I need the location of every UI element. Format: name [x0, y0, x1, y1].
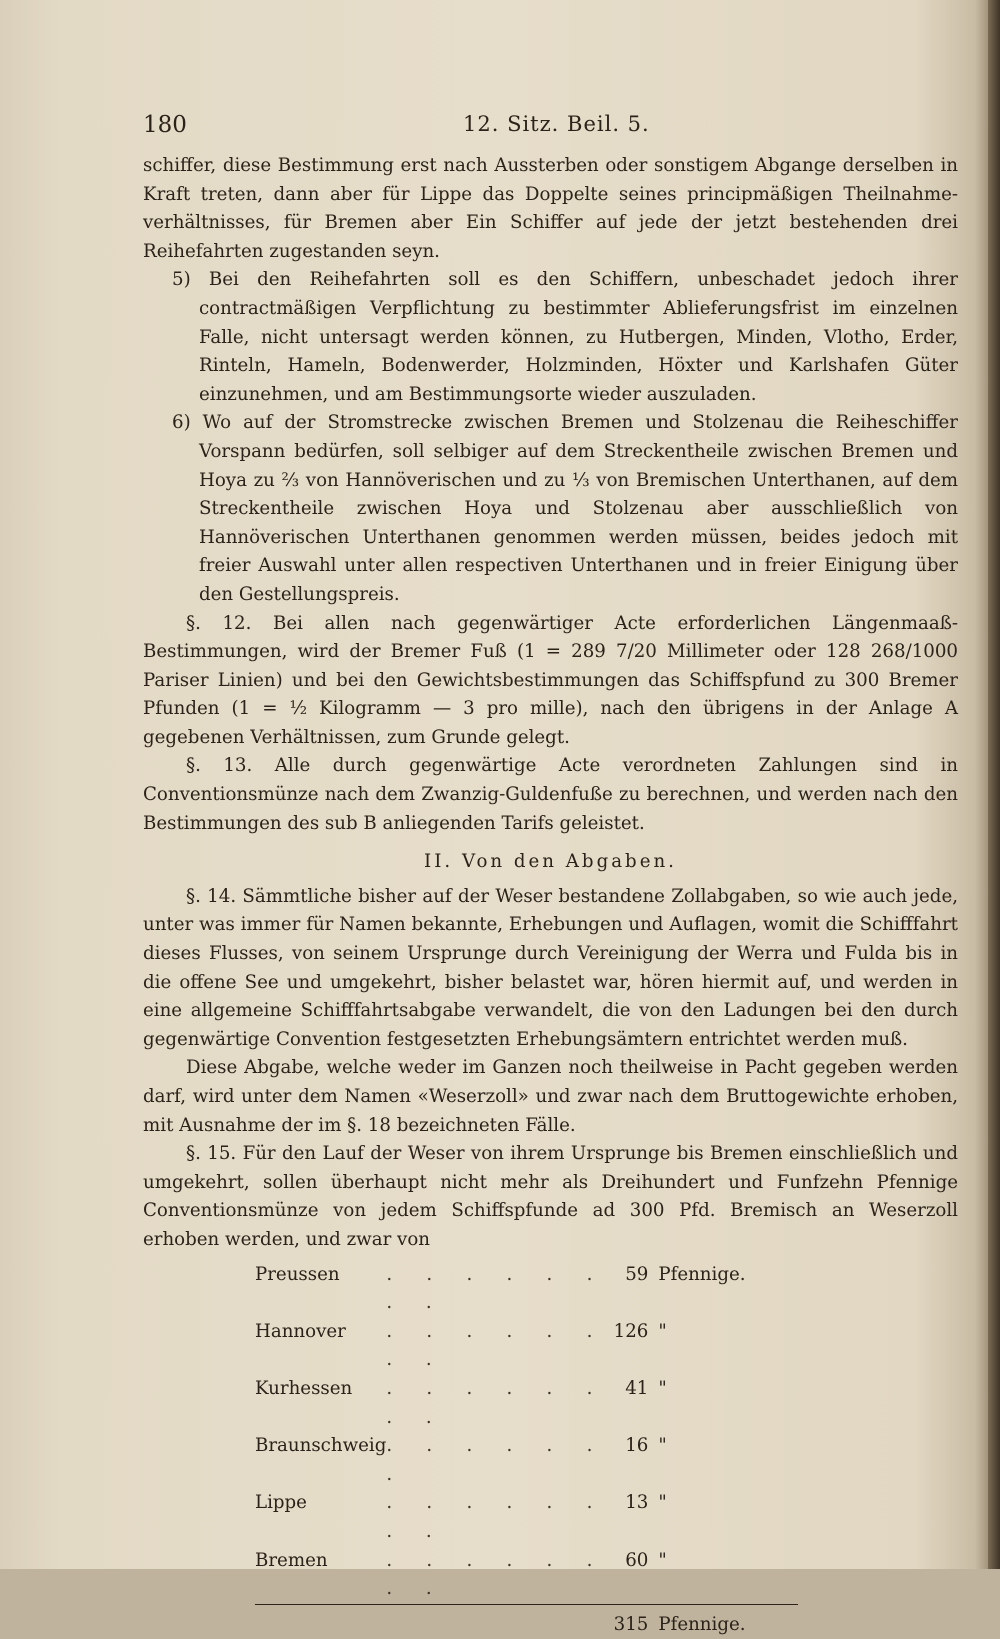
state-name: Kurhessen	[255, 1377, 353, 1399]
amount: 60	[625, 1549, 649, 1571]
table-row	[255, 1547, 798, 1605]
leader-dots: . . . . . . . .	[386, 1320, 607, 1371]
state-name: Bremen	[255, 1549, 328, 1571]
amount: 13	[625, 1492, 649, 1514]
total-amount: 315	[606, 1604, 658, 1639]
unit: "	[658, 1435, 667, 1457]
section-13: §. 13. Alle durch gegenwärtige Acte verordneten Zahlungen sind in Conventionsmünze nach dem Zwanzig-Guldenfuße zu berechnen, und werden nach den Bestimmungen des sub B anliegenden Tarifs geleistet.	[143, 755, 958, 834]
leader-dots: . . . . . . . .	[386, 1549, 607, 1600]
unit: Pfennige.	[658, 1263, 746, 1285]
table-row	[255, 1375, 798, 1432]
amount: 16	[625, 1435, 649, 1457]
unit: "	[658, 1492, 667, 1514]
state-name: Braunschweig	[255, 1435, 387, 1457]
leader-dots: . . . . . . . .	[386, 1377, 607, 1428]
section-14-continued: Diese Abgabe, welche weder im Ganzen noch theilweise in Pacht gegeben werden darf, wird unter dem Namen «Weserzoll» und zwar nach dem Bruttogewichte erhoben, mit Ausnahme der im §. 18 bezeichneten Fälle.	[143, 1057, 958, 1136]
document-body	[143, 152, 958, 1639]
state-name: Lippe	[255, 1492, 307, 1514]
amount: 126	[613, 1320, 649, 1342]
page-number: 180	[143, 112, 187, 138]
section-12: §. 12. Bei allen nach gegenwärtiger Acte erforderlichen Längenmaaß-Bestimmungen, wird der Bremer Fuß (1 = 289 7/20 Millimeter oder 128 268/1000 Pariser Linien) und bei den Gewichtsbestimmungen das Schiffspfund zu 300 Bremer Pfunden (1 = ½ Kilogramm — 3 pro mille), nach den übrigens in der Anlage A gegebenen Verhältnissen, zum Grunde gelegt.	[143, 612, 958, 748]
item-6: 6) Wo auf der Stromstrecke zwischen Bremen und Stolzenau die Reiheschiffer Vorspann bedürfen, soll selbiger auf dem Streckentheile zwischen Bremen und Hoya zu ⅔ von Hannöverischen und zu ⅓ von Bremischen Unterthanen, auf dem Streckentheile zwischen Hoya und Stolzenau aber ausschließlich von Hannöverischen Unterthanen genommen werden müssen, beides jedoch mit freier Auswahl unter allen respectiven Unterthanen und in freier Einigung über den Gestellungspreis.	[172, 412, 958, 605]
section-14: §. 14. Sämmtliche bisher auf der Weser bestandene Zollabgaben, so wie auch jede, unter was immer für Namen bekannte, Erhebungen und Auflagen, womit die Schifffahrt dieses Flusses, von seinem Ursprunge durch Vereinigung der Werra und Fulda bis in die offene See und umgekehrt, bisher belastet war, hören hiermit auf, und werden in eine allgemeine Schifffahrtsabgabe verwandelt, die von den Ladungen bei den durch gegenwärtige Convention festgesetzten Erhebungsämtern entrichtet werden muß.	[143, 885, 958, 1050]
table-row	[255, 1489, 798, 1546]
amount: 41	[625, 1377, 649, 1399]
table-row	[255, 1318, 798, 1375]
paragraph-continuation: schiffer, diese Bestimmung erst nach Aussterben oder sonstigem Abgange derselben in Kraft treten, dann aber für Lippe das Doppelte seines principmäßigen Theilnahme-verhältnisses, für Bremen aber Ein Schiffer auf jede der jetzt bestehenden drei Reihefahrten zugestanden seyn.	[143, 155, 958, 262]
page-header	[143, 112, 958, 146]
running-title: 12. Sitz. Beil. 5.	[463, 112, 650, 136]
item-5: 5) Bei den Reihefahrten soll es den Schiffern, unbeschadet jedoch ihrer contractmäßigen Verpflichtung zu bestimmter Ablieferungsfrist im einzelnen Falle, nicht untersagt werden können, zu Hutbergen, Minden, Vlotho, Erder, Rinteln, Hameln, Bodenwerder, Holzminden, Höxter und Karlshafen Güter einzunehmen, und am Bestimmungsorte wieder auszuladen.	[172, 269, 958, 405]
section-15: §. 15. Für den Lauf der Weser von ihrem Ursprunge bis Bremen einschließlich und umgekehrt, sollen überhaupt nicht mehr als Dreihundert und Funfzehn Pfennige Conventionsmünze von jedem Schiffspfunde ad 300 Pfd. Bremisch an Weserzoll erhoben werden, und zwar von	[143, 1143, 958, 1250]
leader-dots: . . . . . . . .	[386, 1263, 607, 1314]
leader-dots: . . . . . . . .	[386, 1492, 607, 1542]
toll-tariff-table	[255, 1261, 798, 1639]
chapter-heading: II. Von den Abgaben.	[424, 851, 677, 873]
book-spine-shadow	[988, 0, 1000, 1569]
table-row	[255, 1432, 798, 1489]
total-unit: Pfennige.	[658, 1604, 798, 1639]
total-row	[255, 1604, 798, 1639]
state-name: Preussen	[255, 1263, 340, 1285]
unit: "	[658, 1377, 667, 1399]
table-row	[255, 1261, 798, 1318]
unit: "	[658, 1320, 667, 1342]
state-name: Hannover	[255, 1320, 346, 1342]
unit: "	[658, 1549, 667, 1571]
leader-dots: . . . . . . .	[386, 1435, 607, 1485]
amount: 59	[625, 1263, 649, 1285]
